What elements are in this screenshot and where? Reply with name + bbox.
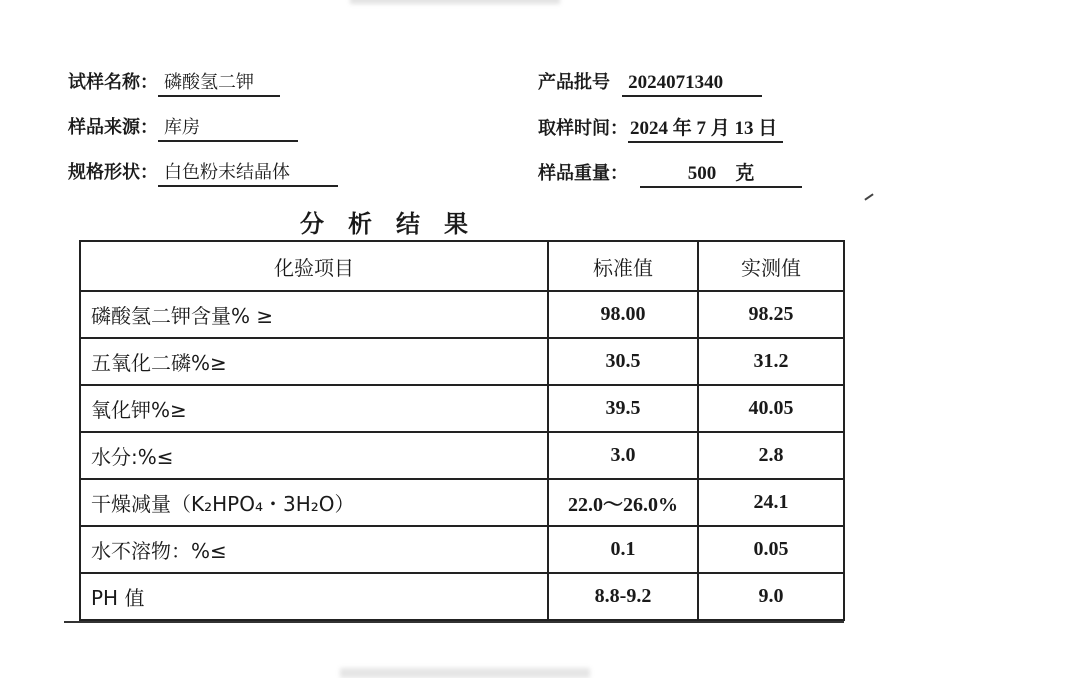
cell-measured: 2.8 [698, 432, 844, 479]
spec-value: 白色粉末结晶体 [158, 158, 338, 187]
source-value: 库房 [158, 113, 298, 142]
analysis-results-table [79, 240, 845, 621]
sample-name-label: 试样名称： [68, 72, 158, 93]
sample-name-field [68, 68, 280, 97]
sampling-time-value: 2024 年 7 月 13 日 [628, 113, 783, 143]
table-row [80, 338, 844, 385]
header-item: 化验项目 [80, 241, 548, 291]
table-row [80, 573, 844, 620]
source-label: 样品来源： [68, 117, 158, 138]
cell-standard: 3.0 [548, 432, 698, 479]
cell-item: 氧化钾%≥ [80, 385, 548, 432]
weight-field [538, 158, 802, 188]
batch-field [538, 68, 762, 97]
scan-smudge-top [350, 0, 560, 4]
bottom-rule [64, 621, 844, 623]
header-standard: 标准值 [548, 241, 698, 291]
cell-measured: 98.25 [698, 291, 844, 338]
weight-label: 样品重量： [538, 163, 628, 184]
cell-item: 干燥减量（K₂HPO₄・3H₂O） [80, 479, 548, 526]
cell-item: 五氧化二磷%≥ [80, 338, 548, 385]
table-row [80, 385, 844, 432]
scan-smudge-bottom [340, 668, 590, 678]
cell-item: PH 值 [80, 573, 548, 620]
pen-mark [864, 193, 873, 200]
cell-measured: 24.1 [698, 479, 844, 526]
cell-standard: 98.00 [548, 291, 698, 338]
cell-standard: 8.8-9.2 [548, 573, 698, 620]
table-row [80, 526, 844, 573]
weight-value: 500 克 [640, 158, 802, 188]
header-measured: 实测值 [698, 241, 844, 291]
cell-measured: 31.2 [698, 338, 844, 385]
table-row [80, 291, 844, 338]
analysis-title: 分析结果 [300, 210, 492, 238]
sampling-time-label: 取样时间： [538, 118, 628, 139]
batch-value: 2024071340 [622, 72, 762, 97]
spec-label: 规格形状： [68, 162, 158, 183]
sampling-time-field [538, 113, 783, 143]
cell-standard: 39.5 [548, 385, 698, 432]
source-field [68, 113, 298, 142]
cell-measured: 9.0 [698, 573, 844, 620]
cell-standard: 30.5 [548, 338, 698, 385]
cell-item: 水不溶物：%≤ [80, 526, 548, 573]
table-row [80, 432, 844, 479]
cell-measured: 40.05 [698, 385, 844, 432]
cell-standard: 0.1 [548, 526, 698, 573]
table-header-row [80, 241, 844, 291]
table-row [80, 479, 844, 526]
spec-field [68, 158, 338, 187]
cell-standard: 22.0～26.0% [548, 479, 698, 526]
cell-measured: 0.05 [698, 526, 844, 573]
sample-name-value: 磷酸氢二钾 [158, 68, 280, 97]
batch-label: 产品批号 [538, 72, 610, 93]
cell-item: 磷酸氢二钾含量% ≥ [80, 291, 548, 338]
cell-item: 水分:%≤ [80, 432, 548, 479]
